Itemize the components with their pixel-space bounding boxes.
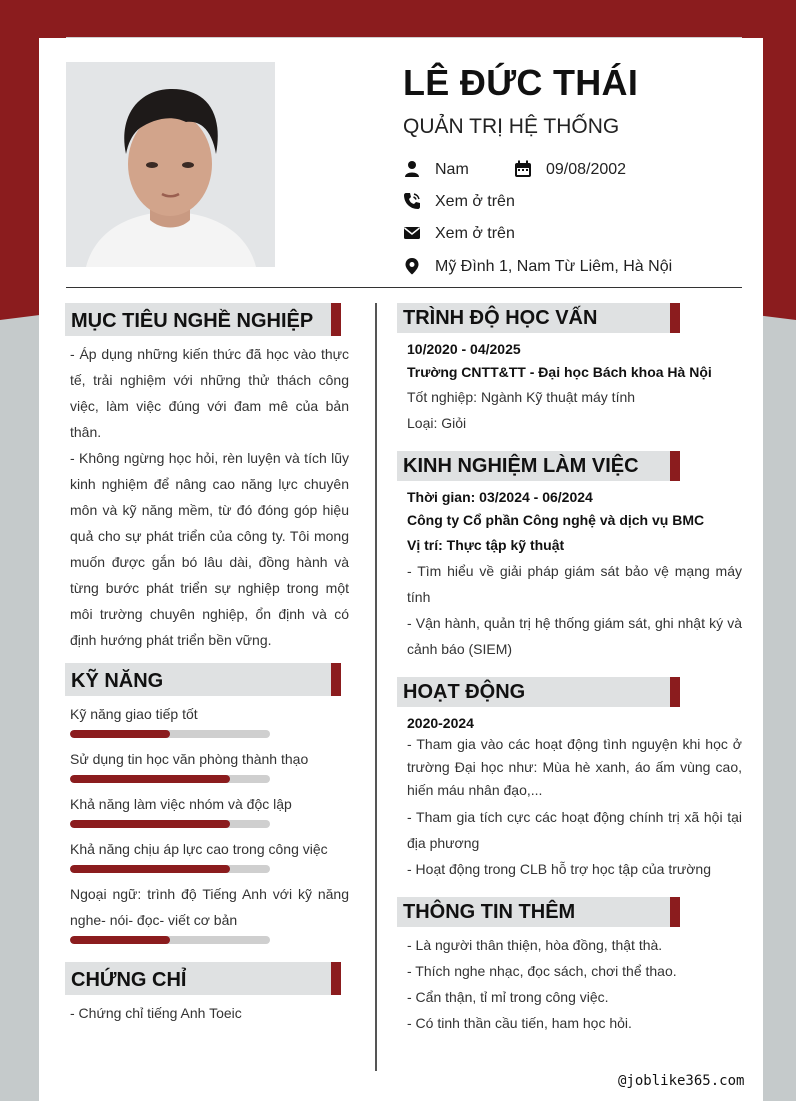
birthdate-value: 09/08/2002 — [546, 161, 627, 178]
section-certificates-header — [65, 962, 341, 995]
section-experience-header — [397, 451, 680, 481]
header-divider — [66, 287, 742, 288]
skill-label: Ngoại ngữ: trình độ Tiếng Anh với kỹ năng nghe- nói- đọc- viết cơ bản — [70, 886, 349, 928]
skill-level-fill — [70, 936, 170, 944]
section-objective-header — [65, 303, 341, 336]
additional-item: - Cẩn thận, tỉ mỉ trong công việc. — [407, 989, 609, 1005]
activity-item: - Hoạt động trong CLB hỗ trợ học tập của trường — [407, 861, 712, 877]
additional-item: - Thích nghe nhạc, đọc sách, chơi thể thao. — [407, 963, 677, 979]
section-skills-header — [65, 663, 341, 696]
address-value: Mỹ Đình 1, Nam Từ Liêm, Hà Nội — [435, 258, 673, 275]
section-title: MỤC TIÊU NGHỀ NGHIỆP — [71, 310, 314, 332]
skill-level-fill — [70, 775, 230, 783]
phone-icon — [403, 192, 421, 210]
section-education-header — [397, 303, 680, 333]
section-accent-bar — [670, 897, 680, 927]
person-icon — [403, 160, 421, 178]
portrait-image — [66, 62, 275, 267]
calendar-icon — [514, 160, 532, 178]
additional-item: - Có tinh thần cầu tiến, ham học hỏi. — [407, 1015, 632, 1031]
certificate-item: - Chứng chỉ tiếng Anh Toeic — [70, 1005, 242, 1021]
activities-period: 2020-2024 — [407, 715, 474, 731]
education-grade: Loại: Giỏi — [407, 415, 467, 431]
candidate-role: QUẢN TRỊ HỆ THỐNG — [403, 115, 620, 138]
skill-level-bar — [70, 775, 270, 783]
top-divider — [66, 37, 742, 38]
experience-duty: - Vận hành, quản trị hệ thống giám sát, ghi nhật ký và cảnh báo (SIEM) — [407, 615, 742, 657]
gender-value: Nam — [435, 161, 469, 178]
education-major: Tốt nghiệp: Ngành Kỹ thuật máy tính — [407, 389, 636, 405]
additional-item: - Là người thân thiện, hòa đồng, thật thà. — [407, 937, 663, 953]
section-title: KỸ NĂNG — [71, 670, 164, 692]
email-icon — [403, 224, 421, 242]
experience-company: Công ty Cổ phần Công nghệ và dịch vụ BMC — [407, 512, 705, 528]
profile-photo — [66, 62, 275, 267]
section-accent-bar — [670, 677, 680, 707]
footer-watermark: @joblike365.com — [618, 1073, 745, 1089]
section-title: KINH NGHIỆM LÀM VIỆC — [403, 455, 639, 477]
section-accent-bar — [670, 303, 680, 333]
section-accent-bar — [331, 962, 341, 995]
experience-duty: - Tìm hiểu về giải pháp giám sát bảo vệ mạng máy tính — [407, 563, 742, 605]
section-title: THÔNG TIN THÊM — [403, 901, 576, 923]
activity-item: - Tham gia vào các hoạt động tình nguyện khi học ở trường Đại học như: Mùa hè xanh, áo ấm vùng cao, hiến máu nhân đạo,... — [407, 736, 742, 798]
section-additional-header — [397, 897, 680, 927]
experience-period: Thời gian: 03/2024 - 06/2024 — [407, 489, 593, 505]
email-value: Xem ở trên — [435, 225, 515, 242]
skill-label: Khả năng làm việc nhóm và độc lập — [70, 796, 292, 812]
activity-item: - Tham gia tích cực các hoạt động chính trị xã hội tại địa phương — [407, 809, 742, 851]
objective-paragraph-1: - Áp dụng những kiến thức đã học vào thực tế, trải nghiệm với những thử thách công việc, làm việc đúng với đam mê của bản thân. — [70, 346, 349, 440]
candidate-name: LÊ ĐỨC THÁI — [403, 62, 639, 103]
experience-position: Vị trí: Thực tập kỹ thuật — [407, 537, 565, 553]
skill-level-bar — [70, 936, 270, 944]
column-divider — [375, 303, 377, 1071]
section-title: HOẠT ĐỘNG — [403, 681, 526, 703]
education-school: Trường CNTT&TT - Đại học Bách khoa Hà Nội — [407, 364, 712, 380]
skill-level-fill — [70, 730, 170, 738]
skill-label: Khả năng chịu áp lực cao trong công việc — [70, 841, 328, 857]
skill-level-bar — [70, 820, 270, 828]
section-accent-bar — [331, 663, 341, 696]
section-accent-bar — [331, 303, 341, 336]
location-pin-icon — [403, 257, 421, 275]
skill-level-bar — [70, 730, 270, 738]
skill-label: Sử dụng tin học văn phòng thành thạo — [70, 751, 309, 767]
section-title: TRÌNH ĐỘ HỌC VẤN — [403, 307, 598, 329]
education-period: 10/2020 - 04/2025 — [407, 341, 521, 357]
phone-value: Xem ở trên — [435, 193, 515, 210]
skill-label: Kỹ năng giao tiếp tốt — [70, 706, 198, 722]
skill-level-bar — [70, 865, 270, 873]
objective-paragraph-2: - Không ngừng học hỏi, rèn luyện và tích lũy kinh nghiệm để nâng cao năng lực chuyên môn và kỹ năng mềm, từ đó đóng góp hiệu quả cho sự phát triển của công ty. Tôi mong muốn được gắn bó lâu dài, đồng hành và từng bước phát triển sự nghiệp trong một môi trường chuyên nghiệp, ổn định và có định hướng phát triển bền vững. — [70, 450, 349, 648]
skill-level-fill — [70, 865, 230, 873]
section-title: CHỨNG CHỈ — [71, 969, 187, 991]
skill-level-fill — [70, 820, 230, 828]
section-accent-bar — [670, 451, 680, 481]
section-activities-header — [397, 677, 680, 707]
